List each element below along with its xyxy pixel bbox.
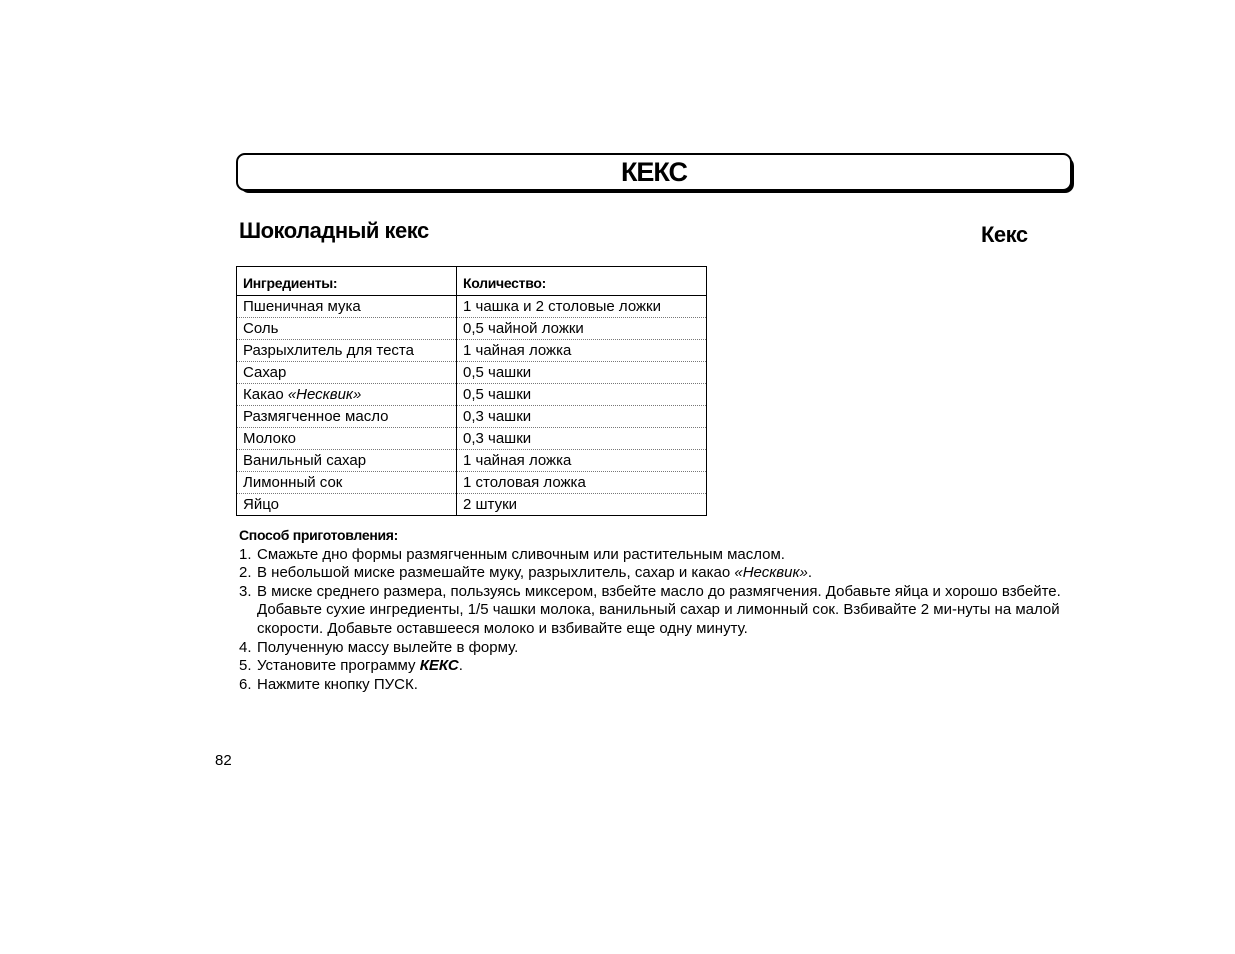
table-row bbox=[237, 318, 707, 340]
ingredient-cell: Яйцо bbox=[237, 494, 457, 516]
table-row bbox=[237, 296, 707, 318]
ingredient-name: Какао bbox=[243, 386, 288, 403]
table-row bbox=[237, 472, 707, 494]
method-section bbox=[239, 526, 1079, 694]
ingredient-cell: Лимонный сок bbox=[237, 472, 457, 494]
table-row bbox=[237, 406, 707, 428]
recipe-title: Шоколадный кекс bbox=[239, 218, 429, 243]
step-number: 4. bbox=[239, 638, 252, 656]
method-step bbox=[239, 564, 1079, 583]
header-amount: Количество: bbox=[457, 267, 707, 296]
page-title: КЕКС bbox=[620, 156, 688, 187]
step-text: Полученную массу вылейте в форму. bbox=[257, 638, 519, 656]
table-row bbox=[237, 450, 707, 472]
table-header-row bbox=[237, 267, 707, 296]
brand-name: «Несквик» bbox=[734, 564, 808, 582]
brand-name: «Несквик» bbox=[287, 386, 362, 403]
ingredient-cell: Ванильный сахар bbox=[237, 450, 457, 472]
step-text: Смажьте дно формы размягченным сливочным или растительным маслом. bbox=[257, 545, 785, 563]
step-text-end: . bbox=[807, 564, 813, 582]
method-step bbox=[239, 583, 1079, 639]
step-text-end: . bbox=[458, 657, 463, 675]
amount-cell: 1 чайная ложка bbox=[457, 450, 707, 472]
table-row bbox=[237, 362, 707, 384]
table-row bbox=[237, 494, 707, 516]
step-number: 2. bbox=[239, 564, 252, 582]
method-step bbox=[239, 639, 1079, 658]
step-number: 1. bbox=[239, 545, 252, 563]
step-number: 3. bbox=[239, 582, 252, 600]
ingredients-table bbox=[236, 266, 707, 516]
program-name: КЕКС bbox=[419, 657, 459, 675]
amount-cell: 2 штуки bbox=[463, 496, 518, 513]
step-text: Нажмите кнопку ПУСК. bbox=[257, 675, 418, 693]
table-row bbox=[237, 428, 707, 450]
amount-cell: 1 чашка и 2 столовые ложки bbox=[457, 296, 707, 318]
amount-cell: 0,5 чайной ложки bbox=[457, 318, 707, 340]
ingredient-cell: Разрыхлитель для теста bbox=[237, 340, 457, 362]
ingredient-cell: Сахар bbox=[237, 362, 457, 384]
step-text: В миске среднего размера, пользуясь миксером, взбейте масло до размягчения. Добавьте яйца и хорошо взбейте. Добавьте сухие ингредиенты, 1/5 чашки молока, ванильный сахар и лимонный сок. Взбивайте 2 ми-нуты на малой скорости. Добавьте оставшееся молоко и взбивайте еще одну минуту. bbox=[257, 582, 1061, 637]
amount-cell: 0,5 чашки bbox=[457, 362, 707, 384]
section-label: Кекс bbox=[981, 222, 1028, 247]
method-step bbox=[239, 546, 1079, 565]
ingredient-cell: Размягченное масло bbox=[237, 406, 457, 428]
method-title: Способ приготовления: bbox=[239, 527, 399, 543]
step-text-container bbox=[257, 657, 1079, 676]
method-step bbox=[239, 676, 1079, 695]
ingredient-cell bbox=[237, 384, 457, 406]
table-row bbox=[237, 340, 707, 362]
ingredient-cell: Соль bbox=[237, 318, 457, 340]
step-text: Установите программу bbox=[257, 657, 420, 675]
step-number: 6. bbox=[239, 675, 252, 693]
step-text: В небольшой миске размешайте муку, разрыхлитель, сахар и какао bbox=[257, 564, 735, 582]
step-text-container bbox=[257, 564, 1079, 583]
amount-cell: 0,3 чашки bbox=[457, 406, 707, 428]
step-number: 5. bbox=[239, 657, 252, 675]
amount-cell: 1 столовая ложка bbox=[457, 472, 707, 494]
ingredient-cell: Пшеничная мука bbox=[237, 296, 457, 318]
method-step bbox=[239, 657, 1079, 676]
amount-cell: 0,5 чашки bbox=[457, 384, 707, 406]
table-row bbox=[237, 384, 707, 406]
amount-cell: 1 чайная ложка bbox=[457, 340, 707, 362]
title-box bbox=[236, 153, 1072, 191]
page-number: 82 bbox=[215, 752, 232, 769]
ingredient-cell: Молоко bbox=[237, 428, 457, 450]
amount-cell: 0,3 чашки bbox=[457, 428, 707, 450]
header-ingredients: Ингредиенты: bbox=[237, 267, 457, 296]
